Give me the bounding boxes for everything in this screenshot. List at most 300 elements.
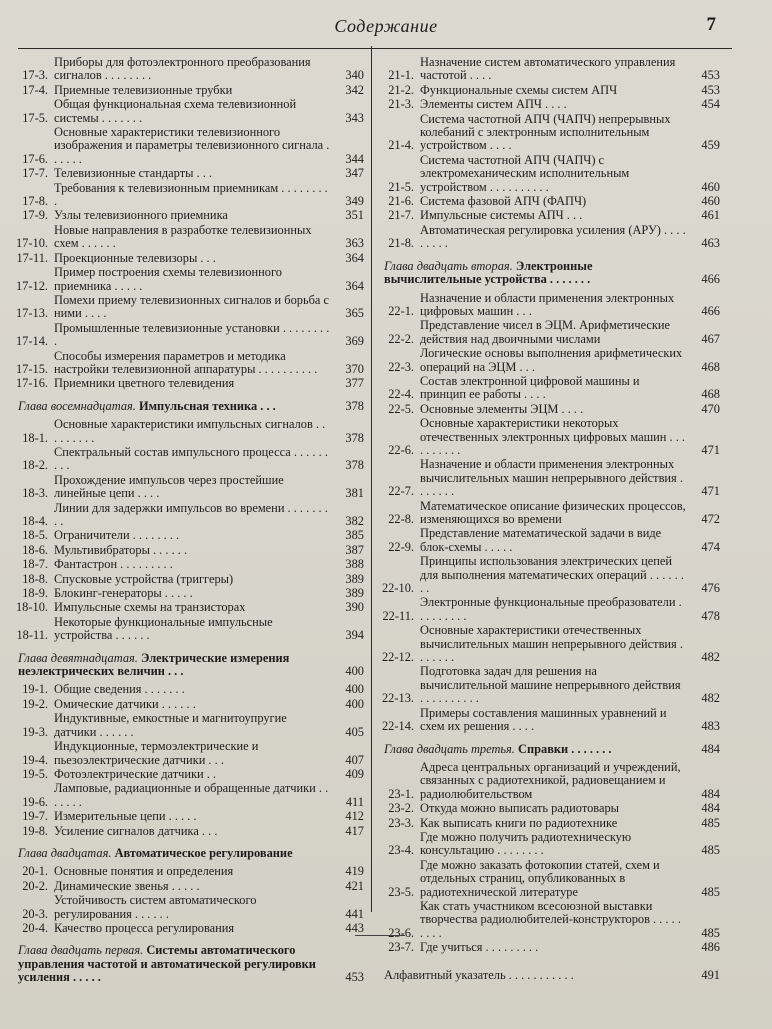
section-title: Фантастрон . . . . . . . . .: [54, 557, 173, 572]
section-title: Принципы использования электрических цепей для выполнения математических операций . . . . . . . .: [420, 554, 684, 596]
section-number: 20-4.: [22, 920, 48, 935]
page-ref: 453: [701, 68, 720, 83]
page-ref: 471: [701, 484, 720, 499]
section-title: Адреса центральных организаций и учреждений, связанных с радиотехникой, радиовещанием и радиолюбительством: [420, 759, 681, 801]
section-title: Электронные функциональные преобразователи . . . . . . . . .: [420, 595, 682, 623]
toc-left-column: [14, 56, 364, 990]
section-number: 17-7.: [22, 166, 48, 181]
toc-entry: [14, 294, 364, 321]
page-ref: 417: [345, 823, 364, 838]
toc-entry: [380, 84, 720, 97]
toc-entry: [14, 529, 364, 542]
section-number: 18-2.: [22, 458, 48, 473]
page-ref: 466: [701, 272, 720, 287]
section-number: 20-1.: [22, 864, 48, 879]
page-ref: 344: [345, 151, 364, 166]
toc-entry: [380, 224, 720, 251]
toc-entry: [380, 500, 720, 527]
section-title: Основные характеристики телевизионного изображения и параметры телевизионного сигнала . . . . . .: [54, 125, 330, 166]
section-number: 17-11.: [16, 250, 48, 265]
toc-entry: [380, 319, 720, 346]
section-title: Омические датчики . . . . . .: [54, 696, 196, 711]
section-title: Устойчивость систем автоматического регулирования . . . . . .: [54, 893, 257, 921]
section-number: 18-8.: [22, 571, 48, 586]
section-number: 22-4.: [388, 387, 414, 402]
chapter-text: [380, 743, 686, 756]
toc-entry: [14, 167, 364, 180]
section-title: Некоторые функциональные импульсные устройства . . . . . .: [54, 614, 273, 643]
toc-entry: [14, 616, 364, 643]
toc-entry: [380, 665, 720, 705]
page-ref: 387: [345, 542, 364, 557]
section-number: 17-9.: [22, 208, 48, 223]
toc-entry: [380, 209, 720, 222]
toc-entry: [380, 831, 720, 858]
toc-entry: [14, 98, 364, 125]
page-ref: 400: [345, 696, 364, 711]
toc-entry: [14, 740, 364, 767]
section-number: 21-6.: [388, 194, 414, 209]
page-ref: 365: [345, 306, 364, 321]
toc-entry: [14, 252, 364, 265]
toc-entry: [14, 683, 364, 696]
section-title: Узлы телевизионного приемника: [54, 208, 228, 223]
page-ref: 461: [701, 208, 720, 223]
section-number: 18-3.: [22, 486, 48, 501]
section-number: 21-1.: [388, 68, 414, 83]
section-title: Ограничители . . . . . . . .: [54, 528, 180, 543]
page-ref: 421: [345, 878, 364, 893]
section-title: Основные характеристики некоторых отечественных электронных цифровых машин . . . . . . . . . .: [420, 416, 686, 457]
section-number: 17-4.: [22, 82, 48, 97]
page-ref: 364: [345, 278, 364, 293]
chapter-title: Системы автоматического управления частотой и автоматической регулировки усиления . . . . .: [18, 943, 316, 985]
section-number: 19-7.: [22, 809, 48, 824]
page-ref: 389: [345, 586, 364, 601]
section-title: Качество процесса регулирования: [54, 920, 235, 935]
column-divider: [371, 46, 372, 912]
section-number: 18-1.: [22, 430, 48, 445]
chapter-label: Глава двадцать вторая.: [384, 258, 513, 273]
section-number: 22-10.: [381, 581, 414, 596]
page-ref: 471: [701, 442, 720, 457]
section-title: Телевизионные стандарты . . .: [54, 166, 213, 181]
page-ref: 468: [701, 387, 720, 402]
section-number: 18-11.: [16, 628, 48, 643]
section-title: Промышленные телевизионные установки . . . . . . . . .: [54, 320, 330, 349]
page-ref: 485: [701, 843, 720, 858]
section-title: Прохождение импульсов через простейшие линейные цепи . . . .: [54, 472, 284, 501]
section-number: 21-2.: [388, 82, 414, 97]
section-title: Состав электронной цифровой машины и принцип ее работы . . . .: [420, 373, 640, 402]
chapter-title: Импульсная техника . . .: [138, 398, 276, 413]
section-title: Представление чисел в ЭЦМ. Арифметические действия над двоичными числами: [420, 318, 671, 346]
section-title: Как выписать книги по радиотехнике: [420, 815, 618, 830]
page-ref: 478: [701, 608, 720, 623]
index-title: Алфавитный указатель . . . . . . . . . . .: [384, 967, 574, 982]
section-title: Приемные телевизионные трубки: [54, 82, 233, 97]
section-title: Откуда можно выписать радиотовары: [420, 801, 619, 816]
section-title: Где учиться . . . . . . . . .: [420, 940, 539, 955]
footer-rule: [355, 935, 405, 936]
chapter-label: Глава двадцать первая.: [18, 943, 144, 958]
toc-entry: [380, 195, 720, 208]
section-title: Помехи приему телевизионных сигналов и борьба с ними . . . .: [54, 292, 330, 321]
page-ref: 476: [701, 581, 720, 596]
toc-entry: [14, 922, 364, 935]
chapter-text: [380, 260, 686, 287]
chapter-heading: [14, 652, 364, 679]
page-ref: 389: [345, 571, 364, 586]
chapter-label: Глава девятнадцатая.: [18, 650, 138, 665]
chapter-text: [14, 400, 330, 413]
toc-entry: [380, 113, 720, 153]
section-number: 19-4.: [22, 752, 48, 767]
section-number: 22-9.: [388, 539, 414, 554]
section-title: Общая функциональная схема телевизионной системы . . . . . . .: [54, 97, 297, 125]
section-title: Логические основы выполнения арифметических операций на ЭЦМ . . .: [420, 346, 683, 374]
running-title: Содержание: [334, 16, 438, 36]
page-ref: 472: [701, 512, 720, 526]
section-number: 18-6.: [22, 542, 48, 557]
page-ref: 388: [345, 557, 364, 572]
toc-entry: [14, 825, 364, 838]
page-ref: 453: [701, 82, 720, 97]
page-ref: 363: [345, 236, 364, 251]
section-title: Требования к телевизионным приемникам . . . . . . . . .: [54, 180, 328, 209]
page-ref: 453: [345, 970, 364, 985]
section-number: 18-4.: [22, 514, 48, 528]
section-number: 21-7.: [388, 208, 414, 223]
toc-entry: [380, 859, 720, 899]
section-title: Элементы систем АПЧ . . . .: [420, 97, 567, 112]
section-number: 23-6.: [388, 925, 414, 940]
toc-entry: [380, 941, 720, 954]
toc-entry: [380, 900, 720, 940]
section-number: 19-2.: [22, 696, 48, 711]
page-ref: 460: [701, 179, 720, 194]
section-number: 23-7.: [388, 940, 414, 955]
toc-entry: [14, 182, 364, 209]
page-ref: 342: [345, 82, 364, 97]
toc-entry: [14, 558, 364, 571]
toc-entry: [380, 347, 720, 374]
toc-entry: [380, 375, 720, 402]
chapter-heading: [14, 400, 364, 413]
page-ref: 370: [345, 361, 364, 376]
page-ref: 482: [701, 650, 720, 665]
toc-entry: [14, 865, 364, 878]
section-number: 17-13.: [15, 306, 48, 321]
section-title: Импульсные системы АПЧ . . .: [420, 208, 583, 223]
toc-entry: [14, 810, 364, 823]
section-number: 21-4.: [388, 138, 414, 153]
page-ref: 468: [701, 359, 720, 374]
page-ref: 482: [701, 691, 720, 706]
section-number: 19-5.: [22, 766, 48, 781]
section-number: 22-5.: [388, 401, 414, 416]
section-title: Математическое описание физических процессов, изменяющихся во времени: [420, 498, 686, 526]
section-title: Линии для задержки импульсов во времени . . . . . . . . .: [54, 500, 328, 528]
section-title: Система частотной АПЧ (ЧАПЧ) непрерывных колебаний с электронным исполнительным устройством . . . .: [420, 111, 671, 153]
section-title: Мультивибраторы . . . . . .: [54, 542, 188, 557]
section-title: Примеры составления машинных уравнений и схем их решения . . . .: [420, 705, 667, 734]
page-ref: 351: [345, 208, 364, 223]
page-ref: 474: [701, 539, 720, 554]
page-ref: 349: [345, 194, 364, 209]
toc-entry: [380, 527, 720, 554]
toc-entry: [380, 624, 720, 664]
alphabetical-index-entry: [380, 969, 720, 982]
page-ref: 405: [345, 724, 364, 739]
section-number: 22-3.: [388, 359, 414, 374]
chapter-title: Справки . . . . . . .: [518, 741, 612, 756]
toc-entry: [14, 126, 364, 166]
section-number: 22-7.: [388, 484, 414, 499]
toc-entry: [14, 894, 364, 921]
page-ref: 369: [345, 334, 364, 349]
section-title: Система частотной АПЧ (ЧАПЧ) с электромеханическим исполнительным устройством . . . . . . . . . .: [420, 152, 630, 194]
toc-entry: [14, 601, 364, 614]
section-number: 19-1.: [22, 682, 48, 697]
section-title: Где можно заказать фотокопии статей, схем и отдельных страниц, опубликованных в радиотехнической литературе: [420, 857, 660, 899]
toc-entry: [14, 377, 364, 390]
section-title: Система фазовой АПЧ (ФАПЧ): [420, 194, 587, 209]
section-title: Индукционные, термоэлектрические и пьезоэлектрические датчики . . .: [54, 739, 259, 767]
chapter-text: [14, 847, 330, 860]
chapter-title: Электронные вычислительные устройства . . . . . . .: [384, 258, 593, 287]
toc-entry: [14, 418, 364, 445]
section-title: Общие сведения . . . . . . .: [54, 682, 185, 697]
page-number: 7: [706, 14, 716, 35]
section-title: Основные понятия и определения: [54, 864, 234, 879]
page-ref: 378: [345, 458, 364, 473]
section-number: 22-8.: [388, 512, 414, 526]
section-number: 22-12.: [381, 650, 414, 665]
section-title: Усиление сигналов датчика . . .: [54, 823, 218, 838]
page-ref: 382: [345, 514, 364, 528]
toc-entry: [14, 322, 364, 349]
page-ref: 483: [701, 719, 720, 734]
section-number: 17-16.: [15, 376, 48, 391]
page-ref: 459: [701, 138, 720, 153]
page-ref: 484: [701, 801, 720, 816]
chapter-heading: [14, 944, 364, 984]
page-ref: 407: [345, 752, 364, 767]
page-ref: 466: [701, 303, 720, 318]
toc-entry: [380, 403, 720, 416]
page-ref: 385: [345, 528, 364, 543]
section-title: Приборы для фотоэлектронного преобразования сигналов . . . . . . . .: [54, 55, 311, 83]
section-number: 17-14.: [15, 334, 48, 349]
section-number: 17-5.: [22, 110, 48, 125]
page-ref: 485: [701, 884, 720, 899]
section-title: Измерительные цепи . . . . .: [54, 809, 197, 824]
page-ref: 343: [345, 110, 364, 125]
toc-entry: [14, 502, 364, 529]
section-number: 21-5.: [388, 179, 414, 194]
section-number: 17-8.: [22, 194, 48, 209]
section-number: 17-12.: [15, 278, 48, 293]
toc-entry: [14, 712, 364, 739]
header-rule: [18, 48, 732, 49]
page-ref: 454: [701, 97, 720, 112]
section-title: Основные элементы ЭЦМ . . . .: [420, 401, 584, 416]
section-number: 17-6.: [22, 151, 48, 166]
toc-entry: [380, 817, 720, 830]
section-number: 23-5.: [388, 884, 414, 899]
toc-entry: [380, 292, 720, 319]
toc-entry: [14, 56, 364, 83]
toc-entry: [14, 350, 364, 377]
section-title: Фотоэлектрические датчики . .: [54, 766, 217, 781]
section-number: 22-1.: [388, 303, 414, 318]
page-ref: 378: [345, 398, 364, 413]
chapter-label: Глава двадцать третья.: [384, 741, 515, 756]
section-title: Индуктивные, емкостные и магнитоупругие датчики . . . . . .: [54, 711, 287, 739]
section-title: Как стать участником всесоюзной выставки творчества радиолюбителей-конструкторов . . . . . . . . .: [420, 898, 681, 940]
page-ref: 364: [345, 250, 364, 265]
toc-entry: [380, 761, 720, 801]
section-title: Спектральный состав импульсного процесса . . . . . . . . .: [54, 444, 328, 473]
section-number: 23-2.: [388, 801, 414, 816]
chapter-label: Глава двадцатая.: [18, 845, 112, 860]
toc-entry: [380, 154, 720, 194]
toc-entry: [380, 56, 720, 83]
section-title: Блокинг-генераторы . . . . .: [54, 586, 193, 601]
page-ref: 484: [701, 786, 720, 801]
toc-entry: [14, 224, 364, 251]
chapter-title: Электрические измерения неэлектрических величин . . .: [18, 650, 290, 679]
page-ref: 485: [701, 815, 720, 830]
section-number: 17-3.: [22, 68, 48, 83]
page-ref: 390: [345, 600, 364, 615]
section-title: Где можно получить радиотехническую консультацию . . . . . . . .: [420, 829, 632, 858]
page-ref: 484: [701, 741, 720, 756]
section-title: Спусковые устройства (триггеры): [54, 571, 234, 586]
chapter-heading: [380, 260, 720, 287]
section-title: Подготовка задач для решения на вычислительной машине непрерывного действия . . . . . . . . . .: [420, 664, 681, 706]
section-title: Назначение и области применения электронных цифровых машин . . .: [420, 290, 675, 318]
toc-entry: [380, 707, 720, 734]
chapter-title: Автоматическое регулирование: [114, 845, 293, 860]
toc-entry: [14, 446, 364, 473]
section-number: 21-8.: [388, 236, 414, 251]
section-number: 18-9.: [22, 586, 48, 601]
toc-entry: [14, 880, 364, 893]
toc-entry: [14, 573, 364, 586]
page-ref: 486: [701, 940, 720, 955]
page-ref: 400: [345, 664, 364, 679]
page-ref: 409: [345, 766, 364, 781]
section-title: Назначение и области применения электронных вычислительных машин непрерывного действия . . . . . . .: [420, 457, 683, 499]
chapter-text: [14, 944, 330, 984]
chapter-label: Глава восемнадцатая.: [18, 398, 136, 413]
toc-entry: [380, 802, 720, 815]
page-ref: 467: [701, 331, 720, 346]
section-title: Новые направления в разработке телевизионных схем . . . . . .: [54, 222, 312, 251]
section-number: 22-6.: [388, 442, 414, 457]
page-ref: 394: [345, 628, 364, 643]
toc-entry: [380, 417, 720, 457]
section-number: 23-1.: [388, 786, 414, 801]
page-ref: 491: [701, 967, 720, 982]
toc-entry: [14, 474, 364, 501]
toc-entry: [14, 698, 364, 711]
section-title: Основные характеристики отечественных вычислительных машин непрерывного действия . . . . . . .: [420, 623, 683, 665]
page-ref: 443: [345, 920, 364, 935]
section-number: 21-3.: [388, 97, 414, 112]
chapter-heading: [380, 743, 720, 756]
section-title: Проекционные телевизоры . . .: [54, 250, 216, 265]
section-number: 18-5.: [22, 528, 48, 543]
section-title: Импульсные схемы на транзисторах: [54, 600, 246, 615]
section-title: Способы измерения параметров и методика настройки телевизионной аппаратуры . . . . . . . . . .: [54, 348, 318, 376]
section-title: Приемники цветного телевидения: [54, 376, 235, 391]
section-number: 19-6.: [22, 794, 48, 809]
page-ref: 441: [345, 906, 364, 921]
page-ref: 378: [345, 430, 364, 445]
section-number: 19-3.: [22, 724, 48, 739]
section-number: 19-8.: [22, 823, 48, 838]
section-number: 22-14.: [381, 719, 414, 734]
section-title: Основные характеристики импульсных сигналов . . . . . . . . .: [54, 417, 326, 445]
section-title: Назначение систем автоматического управления частотой . . . .: [420, 55, 676, 83]
page-ref: 347: [345, 166, 364, 181]
toc-right-column: [380, 56, 720, 982]
page-ref: 381: [345, 486, 364, 501]
section-number: 17-10.: [15, 236, 48, 251]
page-ref: 485: [701, 925, 720, 940]
toc-entry: [14, 587, 364, 600]
section-title: Представление математической задачи в виде блок-схемы . . . . .: [420, 526, 662, 554]
toc-entry: [14, 782, 364, 809]
page-ref: 412: [345, 809, 364, 824]
page-ref: 460: [701, 194, 720, 209]
toc-entry: [380, 458, 720, 498]
section-number: 23-4.: [388, 843, 414, 858]
page-ref: 463: [701, 236, 720, 251]
section-number: 22-13.: [381, 691, 414, 706]
toc-entry: [14, 209, 364, 222]
page-ref: 419: [345, 864, 364, 879]
section-title: Динамические звенья . . . . .: [54, 878, 200, 893]
page-ref: 470: [701, 401, 720, 416]
section-number: 23-3.: [388, 815, 414, 830]
page-ref: 340: [345, 68, 364, 83]
toc-entry: [14, 266, 364, 293]
section-number: 22-11.: [382, 608, 414, 623]
page-ref: 377: [345, 376, 364, 391]
toc-entry: [380, 98, 720, 111]
section-number: 20-2.: [22, 878, 48, 893]
section-title: Функциональные схемы систем АПЧ: [420, 82, 618, 97]
toc-entry: [380, 555, 720, 595]
toc-entry: [380, 596, 720, 623]
section-number: 17-15.: [15, 361, 48, 376]
chapter-heading: [14, 847, 364, 860]
section-number: 18-10.: [15, 600, 48, 615]
section-number: 18-7.: [22, 557, 48, 572]
section-number: 22-2.: [388, 331, 414, 346]
page-ref: 411: [345, 794, 364, 809]
section-title: Автоматическая регулировка усиления (АРУ) . . . . . . . . .: [420, 222, 686, 251]
chapter-text: [14, 652, 330, 679]
toc-entry: [14, 84, 364, 97]
toc-entry: [14, 544, 364, 557]
page-ref: 400: [345, 682, 364, 697]
section-number: 20-3.: [22, 906, 48, 921]
